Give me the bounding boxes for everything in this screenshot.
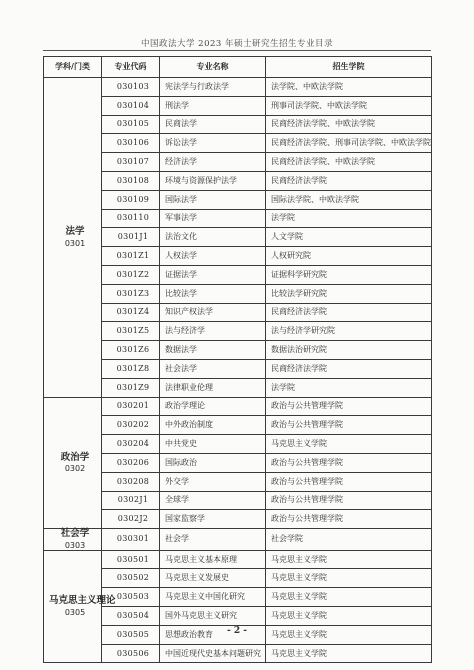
table-row: [44, 190, 432, 209]
table-row: [44, 171, 432, 190]
major-name-cell: 法与经济学: [160, 322, 266, 341]
discipline-cell: [44, 550, 116, 663]
table-row: [44, 416, 432, 435]
major-code-cell: 030206: [102, 453, 160, 472]
college-cell: 马克思主义学院: [266, 625, 432, 644]
major-name-cell: 人权法学: [160, 247, 266, 266]
discipline-name: 法学: [65, 226, 85, 238]
college-cell: 马克思主义学院: [266, 550, 432, 569]
major-code-cell: 030504: [102, 607, 160, 626]
discipline-code: 0301: [64, 238, 86, 248]
major-name-cell: 环境与资源保护法学: [160, 171, 266, 190]
college-cell: 民商经济法学院、中欧法学院: [266, 153, 432, 172]
major-code-cell: 030109: [102, 190, 160, 209]
college-cell: 人权研究院: [266, 247, 432, 266]
table-row: [44, 359, 432, 378]
table-row: [44, 322, 432, 341]
major-name-cell: 马克思主义中国化研究: [160, 588, 266, 607]
college-cell: 政治与公共管理学院: [266, 416, 432, 435]
major-name-cell: 诉讼法学: [160, 134, 266, 153]
college-cell: 马克思主义学院: [266, 588, 432, 607]
table-row: [44, 510, 432, 529]
table-row: [44, 284, 432, 303]
college-cell: 民商经济法学院、中欧法学院: [266, 115, 432, 134]
table-row: [44, 453, 432, 472]
major-name-cell: 社会法学: [160, 359, 266, 378]
major-name-cell: 国外马克思主义研究: [160, 607, 266, 626]
college-cell: 国际法学院、中欧法学院: [266, 190, 432, 209]
college-cell: 政治与公共管理学院: [266, 453, 432, 472]
major-name-cell: 法律职业伦理: [160, 378, 266, 397]
page-number: - 2 -: [227, 626, 247, 636]
table-row: [44, 247, 432, 266]
college-cell: 马克思主义学院: [266, 569, 432, 588]
major-name-cell: 中外政治制度: [160, 416, 266, 435]
college-cell: 民商经济法学院: [266, 171, 432, 190]
major-name-cell: 军事法学: [160, 209, 266, 228]
table-header-row: [44, 57, 432, 78]
table-row: [44, 644, 432, 663]
column-header-code: 专业代码: [102, 57, 160, 78]
table-row: [44, 78, 432, 97]
major-name-cell: 国际法学: [160, 190, 266, 209]
major-code-cell: 030208: [102, 472, 160, 491]
discipline-name: 社会学: [60, 528, 90, 540]
major-name-cell: 马克思主义发展史: [160, 569, 266, 588]
table-row: [44, 209, 432, 228]
major-name-cell: 中共党史: [160, 435, 266, 454]
major-code-cell: 030106: [102, 134, 160, 153]
table-row: [44, 550, 432, 569]
college-cell: 马克思主义学院: [266, 607, 432, 626]
table-row: [44, 569, 432, 588]
column-header-college: 招生学院: [266, 57, 432, 78]
college-cell: 法学院: [266, 378, 432, 397]
major-name-cell: 政治学理论: [160, 397, 266, 416]
major-name-cell: 社会学: [160, 529, 266, 551]
discipline-cell: [44, 529, 102, 551]
major-name-cell: 国家监察学: [160, 510, 266, 529]
table-row: [44, 96, 432, 115]
college-cell: 人文学院: [266, 228, 432, 247]
college-cell: 法学院、中欧法学院: [266, 78, 432, 97]
major-code-cell: 0301Z9: [102, 378, 160, 397]
header-rule: [43, 50, 431, 51]
major-name-cell: 知识产权法学: [160, 303, 266, 322]
major-name-cell: 外交学: [160, 472, 266, 491]
major-code-cell: 0302J2: [102, 510, 160, 529]
college-cell: 政治与公共管理学院: [266, 510, 432, 529]
discipline-code: 0303: [64, 540, 86, 550]
college-cell: 比较法学研究院: [266, 284, 432, 303]
major-name-cell: 全球学: [160, 491, 266, 510]
major-code-cell: 030505: [102, 625, 160, 644]
table-row: [44, 134, 432, 153]
major-code-cell: 0302J1: [102, 491, 160, 510]
major-code-cell: 0301Z3: [102, 284, 160, 303]
major-code-cell: 0301Z1: [102, 247, 160, 266]
major-name-cell: 思想政治教育: [160, 625, 266, 644]
major-code-cell: 030202: [102, 416, 160, 435]
college-cell: 法与经济学研究院: [266, 322, 432, 341]
discipline-code: 0305: [64, 607, 86, 617]
college-cell: 法学院: [266, 209, 432, 228]
major-name-cell: 证据法学: [160, 265, 266, 284]
table-row: [44, 341, 432, 360]
college-cell: 政治与公共管理学院: [266, 397, 432, 416]
college-cell: 政治与公共管理学院: [266, 491, 432, 510]
major-code-cell: 030503: [102, 588, 160, 607]
major-name-cell: 马克思主义基本原理: [160, 550, 266, 569]
document-title: 中国政法大学 2023 年硕士研究生招生专业目录: [140, 39, 334, 49]
major-name-cell: 刑法学: [160, 96, 266, 115]
table-row: [44, 397, 432, 416]
page-header: [0, 0, 474, 48]
college-cell: 社会学院: [266, 529, 432, 551]
college-cell: 政治与公共管理学院: [266, 472, 432, 491]
discipline-name: 马克思主义理论: [49, 595, 116, 607]
major-code-cell: 030502: [102, 569, 160, 588]
college-cell: 民商经济法学院、刑事司法学院、中欧法学院: [266, 134, 432, 153]
major-name-cell: 宪法学与行政法学: [160, 78, 266, 97]
major-code-cell: 030501: [102, 550, 160, 569]
table-row: [44, 607, 432, 626]
major-code-cell: 030506: [102, 644, 160, 663]
major-catalog-table: [43, 56, 432, 663]
discipline-cell: [44, 78, 102, 398]
discipline-code: 0302: [64, 464, 86, 474]
college-cell: 马克思主义学院: [266, 644, 432, 663]
major-code-cell: 030204: [102, 435, 160, 454]
major-code-cell: 0301Z8: [102, 359, 160, 378]
discipline-cell: [44, 397, 102, 529]
table-body: [44, 78, 432, 663]
college-cell: 证据科学研究院: [266, 265, 432, 284]
major-code-cell: 030301: [102, 529, 160, 551]
major-code-cell: 0301Z4: [102, 303, 160, 322]
college-cell: 刑事司法学院、中欧法学院: [266, 96, 432, 115]
table-row: [44, 491, 432, 510]
table-row: [44, 265, 432, 284]
major-code-cell: 0301J1: [102, 228, 160, 247]
college-cell: 马克思主义学院: [266, 435, 432, 454]
major-name-cell: 比较法学: [160, 284, 266, 303]
major-name-cell: 民商法学: [160, 115, 266, 134]
college-cell: 民商经济法学院: [266, 303, 432, 322]
major-code-cell: 0301Z6: [102, 341, 160, 360]
major-code-cell: 030201: [102, 397, 160, 416]
table-row: [44, 303, 432, 322]
major-name-cell: 中国近现代史基本问题研究: [160, 644, 266, 663]
table-row: [44, 228, 432, 247]
major-name-cell: 国际政治: [160, 453, 266, 472]
major-code-cell: 030108: [102, 171, 160, 190]
major-name-cell: 法治文化: [160, 228, 266, 247]
table-row: [44, 378, 432, 397]
college-cell: 数据法治研究院: [266, 341, 432, 360]
college-cell: 民商经济法学院: [266, 359, 432, 378]
major-code-cell: 030103: [102, 78, 160, 97]
major-name-cell: 数据法学: [160, 341, 266, 360]
major-code-cell: 0301Z5: [102, 322, 160, 341]
column-header-major: 专业名称: [160, 57, 266, 78]
column-header-discipline: 学科/门类: [44, 57, 102, 78]
major-code-cell: 030104: [102, 96, 160, 115]
table-row: [44, 115, 432, 134]
table-row: [44, 472, 432, 491]
table-row: [44, 435, 432, 454]
major-code-cell: 0301Z2: [102, 265, 160, 284]
major-code-cell: 030105: [102, 115, 160, 134]
table-row: [44, 153, 432, 172]
major-code-cell: 030107: [102, 153, 160, 172]
major-name-cell: 经济法学: [160, 153, 266, 172]
major-code-cell: 030110: [102, 209, 160, 228]
discipline-name: 政治学: [60, 451, 90, 463]
table-row: [44, 529, 432, 551]
